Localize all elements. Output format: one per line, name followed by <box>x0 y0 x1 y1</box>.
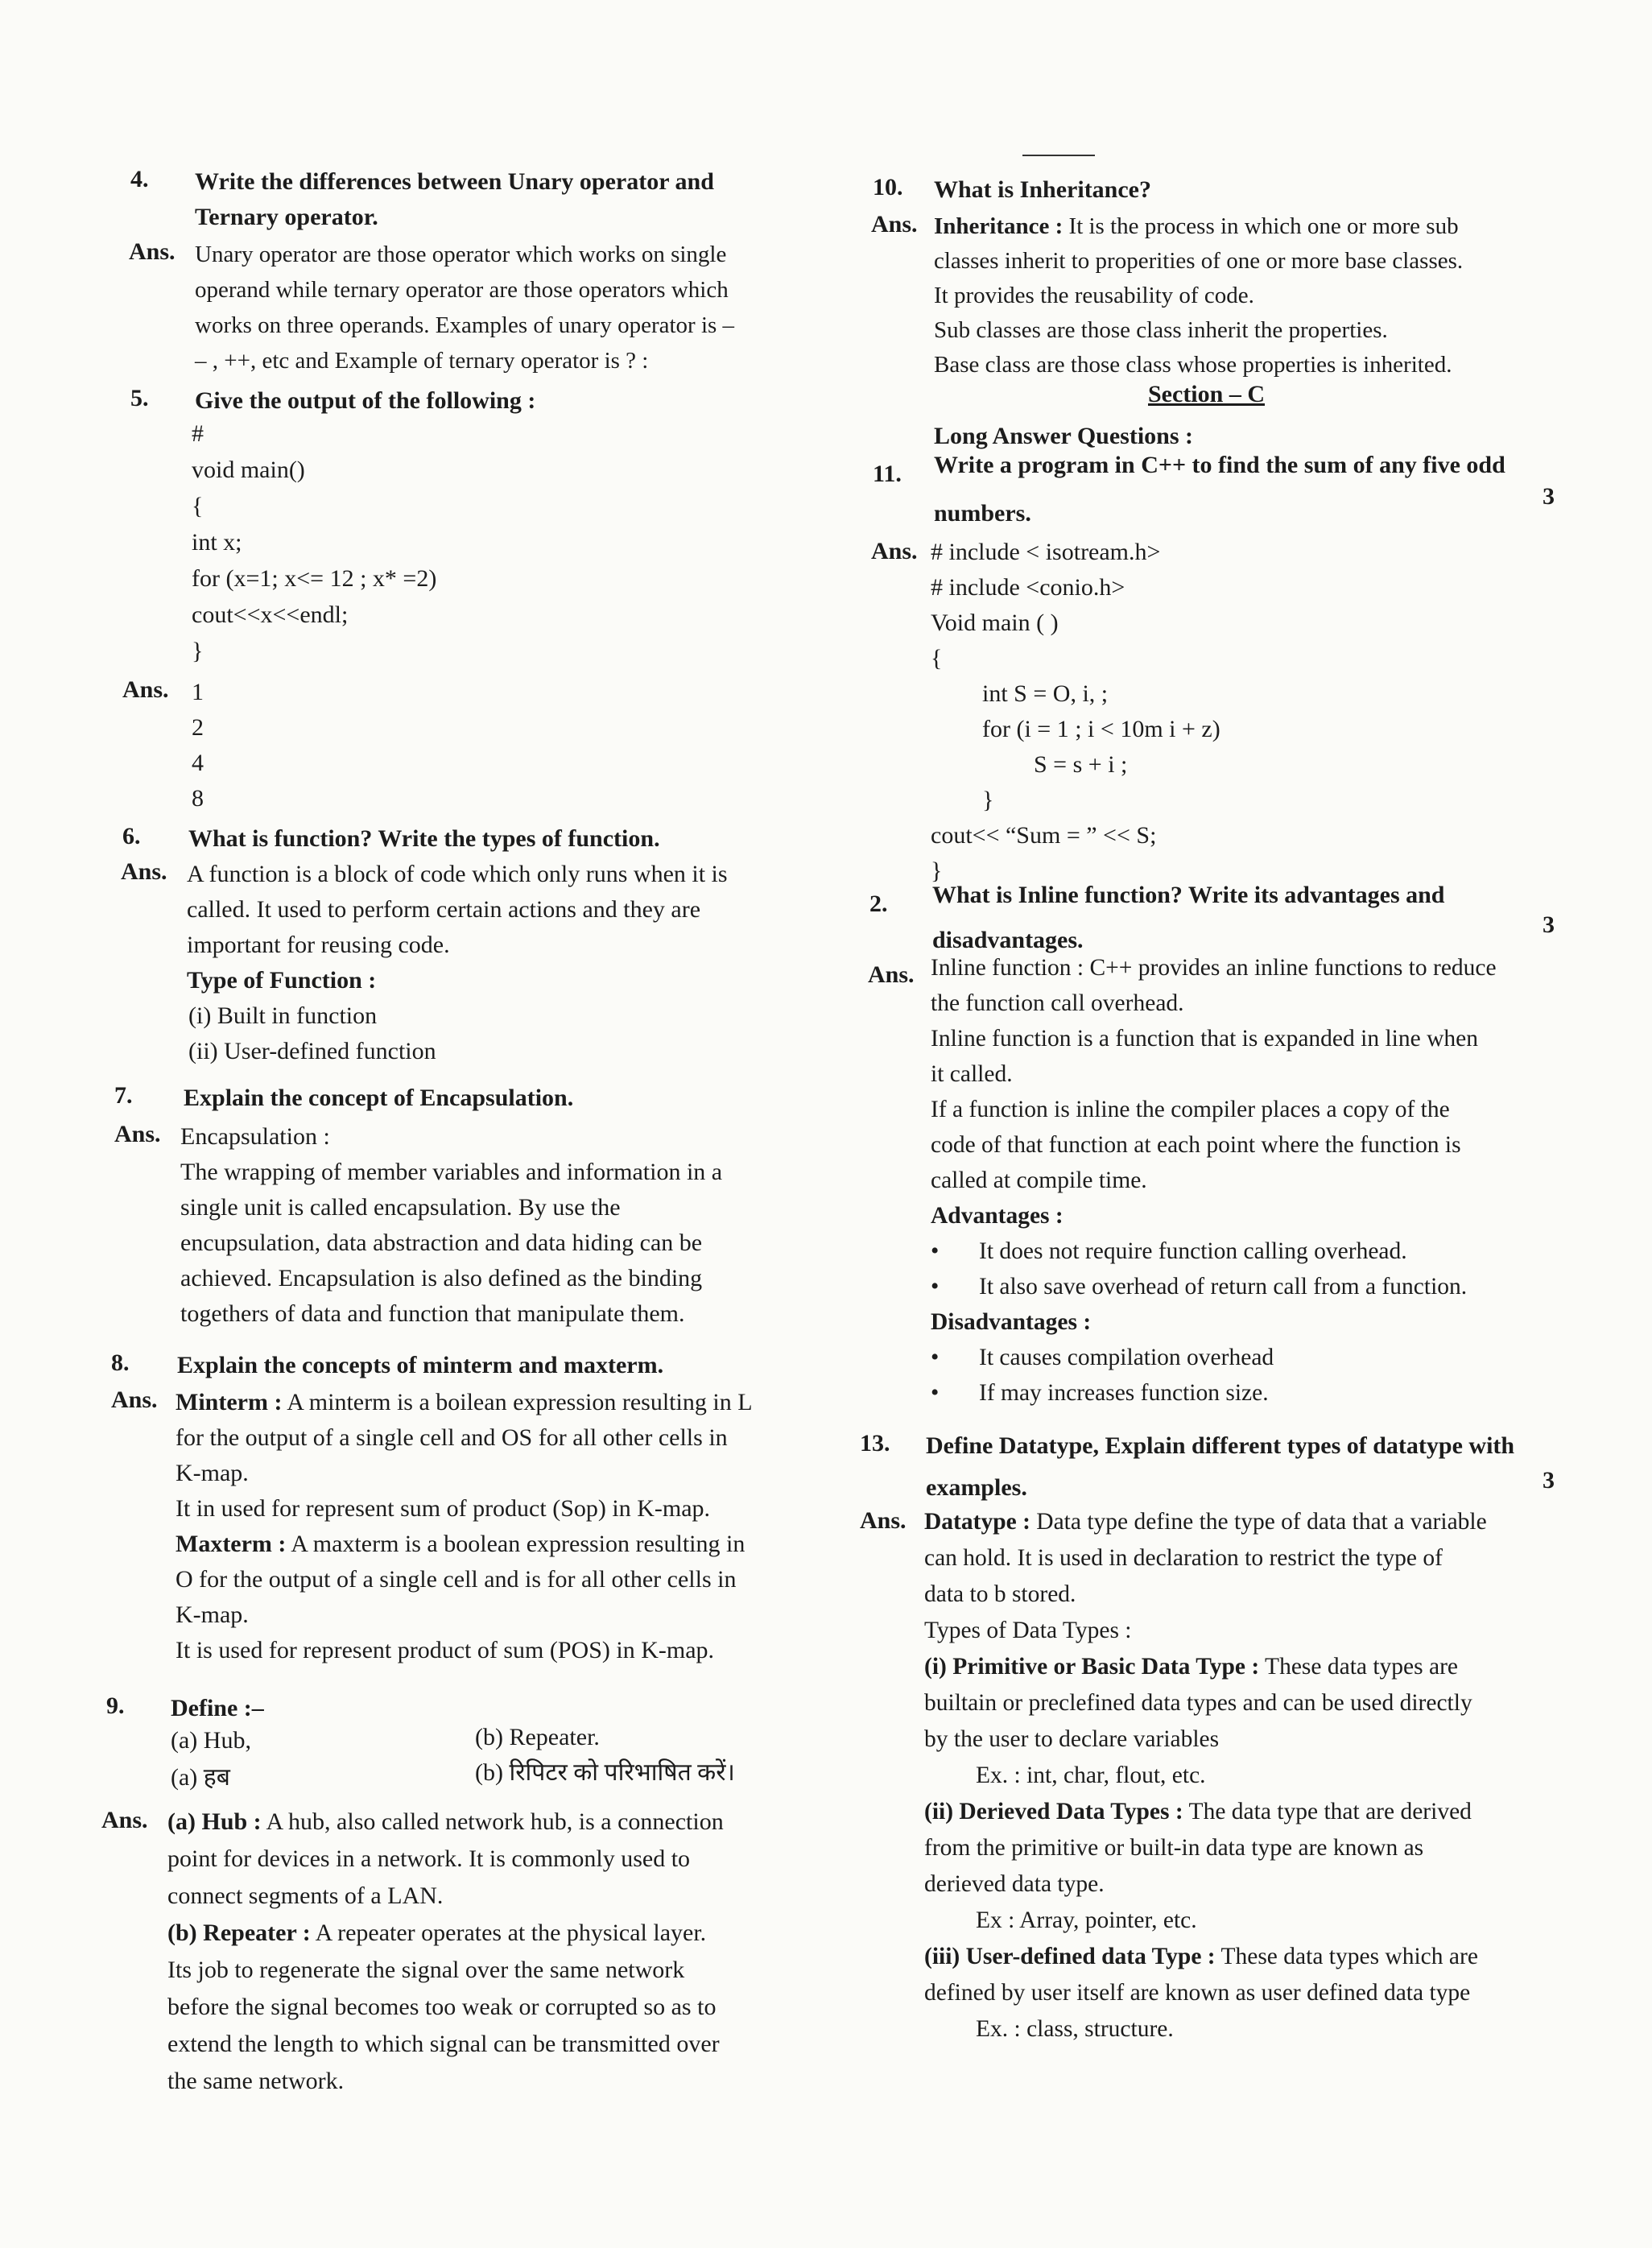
top-rule <box>1022 155 1095 156</box>
marks: 3 <box>1543 1467 1555 1494</box>
answer-text: (a) Hub : A hub, also called network hub, is a connection point for devices in a network. It is commonly used to connect segments of a LAN. (b) Repeater : A repeater operates at the physical layer. Its job to regenerate the signal over the same network before the signal becomes too weak or corrupted so as to extend the length to which signal can be transmitted over the same network. <box>167 1808 724 2094</box>
question-number: 10. <box>873 174 903 200</box>
question-number: 8. <box>111 1349 130 1376</box>
question-text: Define Datatype, Explain different types of datatype with examples. <box>926 1432 1515 1501</box>
question-number: 13. <box>860 1430 890 1457</box>
answer-text: Inheritance : It is the process in which one or more sub classes inherit to properities of one or more base classes. It provides the reusability of code. Sub classes are those class inherit the properties. Base class are those class whose properties is inherited. <box>934 213 1464 378</box>
answer-text: Datatype : Data type define the type of data that a variable can hold. It is used in declaration to restrict the type of data to b stored. Types of Data Types : (i) Primitive or Basic Data Type : These data types are builtain or preclefined data types and can be used directly by the user to declare variables Ex. : int, char, flout, etc. (ii) Derieved Data Types : The data type that are derived from the primitive or built-in data type are known as derieved data type. Ex : Array, pointer, etc. (iii) User-defined data Type : These data types which are defined by user itself are known as user defined data type Ex. : class, structure. <box>924 1509 1487 2042</box>
option-a: (a) Hub, <box>171 1727 251 1754</box>
answer-text: 1 2 4 8 <box>192 679 204 812</box>
question-text: What is Inheritance? <box>934 176 1151 203</box>
question-text: Explain the concepts of minterm and maxterm. <box>177 1352 664 1378</box>
answer-label: Ans. <box>871 211 918 238</box>
answer-label: Ans. <box>860 1507 907 1534</box>
question-text: What is Inline function? Write its advantages and disadvantages. <box>932 882 1445 953</box>
marks: 3 <box>1543 911 1555 938</box>
code-block: # include < isotream.h> # include <conio.h> Void main ( ) { int S = O, i, ; for (i = 1 ; i < 10m i + z) S = s + i ; } cout<< “Sum = ” << S; } <box>931 539 1220 884</box>
subsection-heading: Long Answer Questions : <box>934 423 1194 449</box>
option-b: (b) Repeater. <box>475 1724 600 1750</box>
bullet-icon: • <box>931 1345 940 1370</box>
question-number: 6. <box>122 823 141 849</box>
question-text: Explain the concept of Encapsulation. <box>184 1085 574 1111</box>
answer-label: Ans. <box>114 1121 161 1147</box>
bullet-icon: • <box>931 1274 940 1300</box>
question-text: What is function? Write the types of function. <box>188 825 660 852</box>
code-block: # void main() { int x; for (x=1; x<= 12 ; x* =2) cout<<x<<endl; } <box>192 420 437 664</box>
section-heading: Section – C <box>1148 381 1265 407</box>
option-b-hindi: (b) रिपिटर को परिभाषित करें। <box>475 1759 735 1786</box>
question-number: 9. <box>106 1692 125 1719</box>
answer-text: Encapsulation : The wrapping of member variables and information in a single unit is called encapsulation. By use the encupsulation, data abstraction and data hiding can be achieved. Encapsulation is also defined as the binding togethers of data and function that manipulate them. <box>180 1123 723 1327</box>
answer-label: Ans. <box>121 858 167 885</box>
answer-label: Ans. <box>122 676 169 703</box>
question-text: Give the output of the following : <box>195 387 536 414</box>
answer-label: Ans. <box>871 538 918 564</box>
question-number: 11. <box>873 461 902 487</box>
question-text: Define :– <box>171 1695 264 1721</box>
marks: 3 <box>1543 483 1555 510</box>
bullet-icon: • <box>931 1380 940 1406</box>
answer-text: Minterm : A minterm is a boilean expression resulting in L for the output of a single cell and OS for all other cells in K-map. It in used for represent sum of product (Sop) in K-map. Maxterm : A maxterm is a boolean expression resulting in O for the output of a single cell and is for all other cells in K-map. It is used for represent product of sum (POS) in K-map. <box>176 1389 753 1663</box>
option-a-hindi: (a) हब <box>171 1764 230 1791</box>
question-number: 7. <box>114 1082 133 1109</box>
question-text: Write the differences between Unary operator and Ternary operator. <box>195 168 714 230</box>
answer-label: Ans. <box>101 1807 148 1833</box>
answer-label: Ans. <box>868 961 915 988</box>
question-number: 4. <box>130 166 149 192</box>
answer-text: Unary operator are those operator which works on single operand while ternary operator are those operators which works on three operands. Examples of unary operator is – – , ++, etc and Example of ternary operator is ? : <box>195 242 735 374</box>
answer-text: Inline function : C++ provides an inline functions to reduce the function call overhead. Inline function is a function that is expanded in line when it called. If a function is inline the compiler places a copy of the code of that function at each point where the function is called at compile time. Advantages : • It does not require function calling overhead. • It also save overhead of return call from a function. Disadvantages : • It causes compilation overhead • If may increases function size. <box>931 950 1497 1411</box>
answer-label: Ans. <box>129 238 176 265</box>
question-number: 5. <box>130 385 149 411</box>
answer-text: A function is a block of code which only runs when it is called. It used to perform certain actions and they are important for reusing code. Type of Function : (i) Built in function (ii) User-defined function <box>187 861 728 1064</box>
question-number: 2. <box>869 891 888 917</box>
question-text: Write a program in C++ to find the sum of any five odd numbers. <box>934 452 1505 527</box>
bullet-icon: • <box>931 1238 940 1264</box>
answer-label: Ans. <box>111 1386 158 1413</box>
